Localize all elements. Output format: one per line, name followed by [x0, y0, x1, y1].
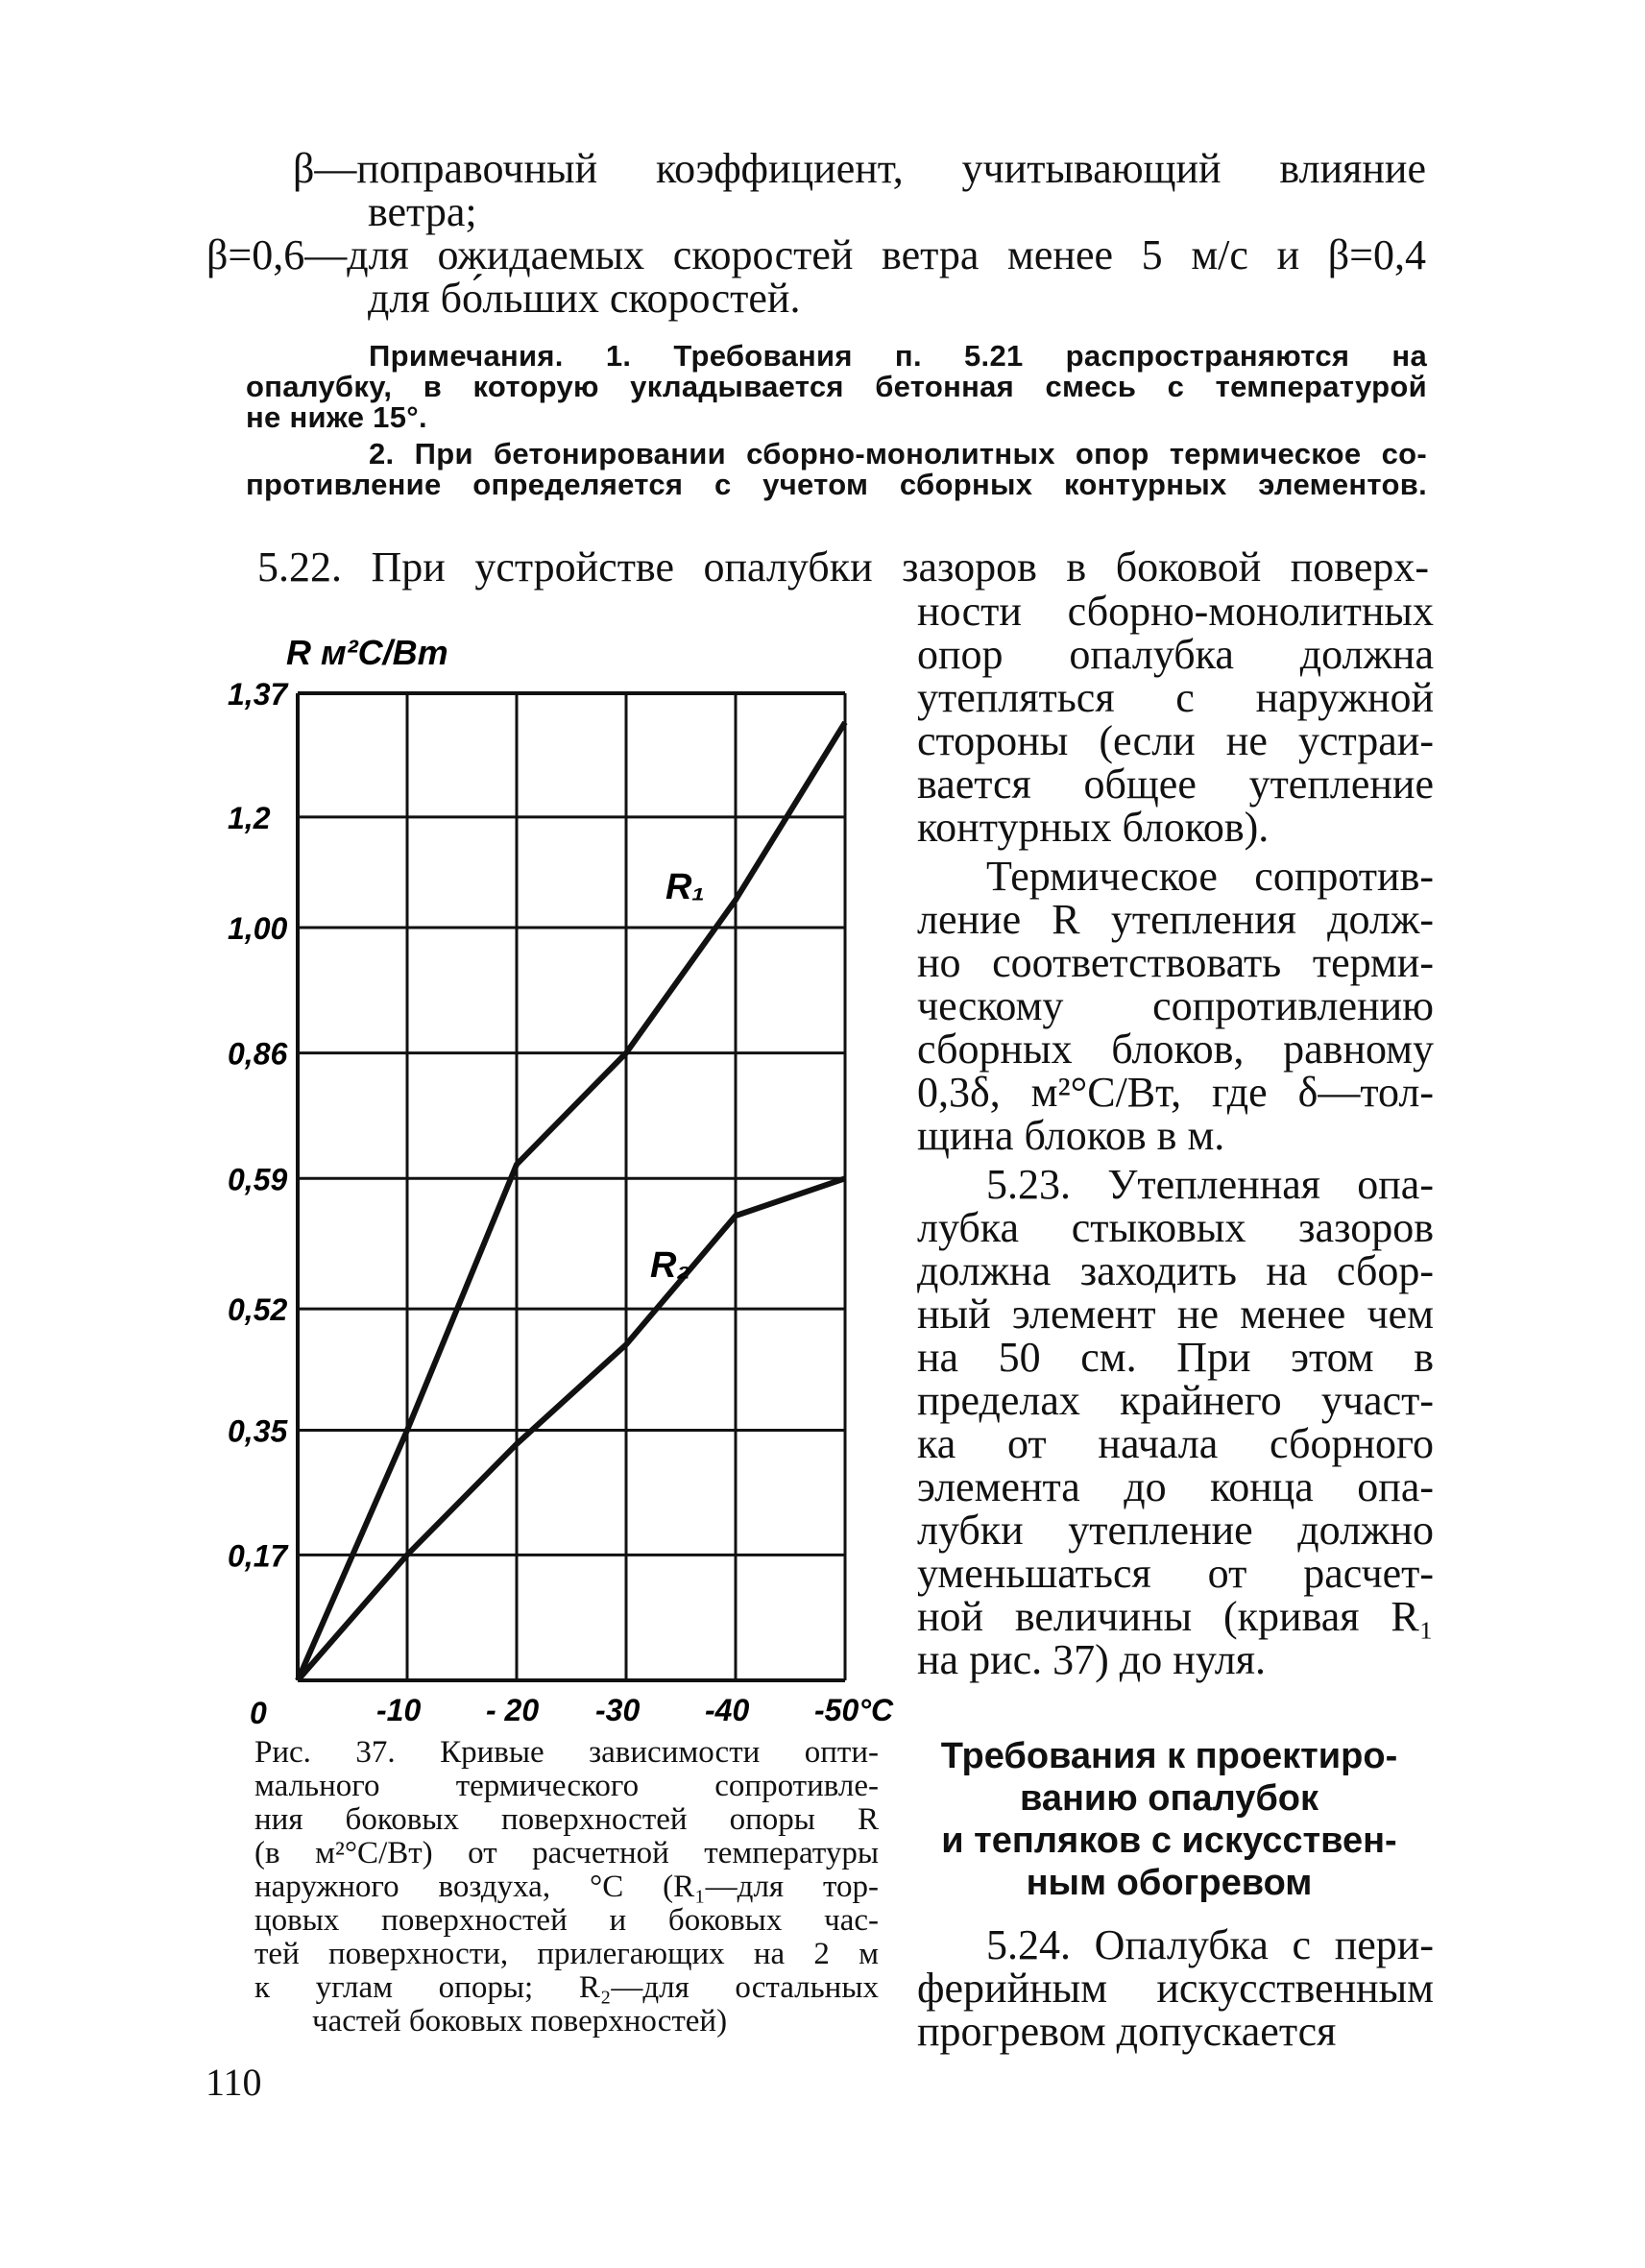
x-tick-label: - 20: [486, 1693, 540, 1727]
y-tick-label: 0,86: [228, 1036, 288, 1072]
page-number: 110: [206, 2061, 262, 2104]
note-2-line-2: противление определяется с учетом сборных контурных элементов.: [246, 468, 1427, 501]
para-5-22-first-line: 5.22. При устройстве опалубки зазоров в боковой поверх-: [257, 543, 1429, 591]
p523-line-4: ный элемент не менее чем: [917, 1291, 1434, 1338]
note-1-line-3: не ниже 15°.: [246, 400, 427, 434]
p522-line-2: опор опалубка должна: [917, 631, 1434, 678]
x-tick-label: -40: [705, 1693, 750, 1727]
chart-grid: [298, 693, 845, 1680]
caption-line-4: (в м²°С/Вт) от расчетной температуры: [254, 1836, 879, 1870]
y-tick-label: 0,17: [228, 1538, 288, 1574]
p524-line-2: ферийным искусственным: [917, 1965, 1434, 2012]
y-axis-label: R м²С/Вт: [286, 633, 448, 672]
series-label-r1: R₁: [665, 867, 705, 907]
ptherm-line-7: щина блоков в м.: [917, 1112, 1225, 1159]
beta-val-line-1: β=0,6—для ожидаемых скоростей ветра менее 5 м/с и β=0,4: [206, 231, 1426, 278]
p523-line-3: должна заходить на сбор-: [917, 1247, 1434, 1294]
para-5-24: [917, 1923, 1434, 2053]
p522-line-3: утепляться с наружной: [917, 674, 1434, 721]
ptherm-line-2: ление R утепления долж-: [917, 896, 1434, 943]
ptherm-line-1: Термическое сопротив-: [986, 853, 1434, 900]
para-thermal-resistance: [917, 855, 1434, 1157]
x-tick-label: -50°С: [814, 1693, 894, 1727]
chart-series: [298, 722, 845, 1680]
p524-line-3: прогревом допускается: [917, 2008, 1337, 2055]
series-line-1: [298, 722, 845, 1680]
ptherm-line-3: но соответствовать терми-: [917, 939, 1434, 986]
p522-line-1: ности сборно-монолитных: [917, 588, 1434, 635]
x-tick-label: -30: [595, 1693, 641, 1727]
p522-line-4: стороны (если не устраи-: [917, 717, 1434, 764]
y-tick-label: 1,37: [228, 677, 288, 712]
p523-line-10: уменьшаться от расчет-: [917, 1550, 1434, 1597]
beta-def-line-1: β—поправочный коэффициент, учитывающий влияние: [293, 145, 1426, 192]
beta-def-line-2: ветра;: [368, 188, 477, 235]
y-tick-label: 0,59: [228, 1162, 288, 1197]
note-2-line-1: 2. При бетонировании сборно-монолитных опор термическое со-: [369, 437, 1427, 470]
caption-line-8: к углам опоры; R₂—для остальных: [254, 1970, 879, 2005]
p523-line-1: 5.23. Утепленная опа-: [986, 1161, 1434, 1208]
caption-line-5: наружного воздуха, °С (R₁—для тор-: [254, 1870, 879, 1904]
p522-line-5: вается общее утепление: [917, 760, 1434, 808]
p524-line-1: 5.24. Опалубка с пери-: [986, 1921, 1434, 1968]
heading-line-4: ным обогревом: [1026, 1863, 1313, 1903]
para-5-23: [917, 1163, 1434, 1681]
note-1-line-1: Примечания. 1. Требования п. 5.21 распространяются на: [369, 339, 1427, 373]
heading-line-3: и тепляков с искусствен-: [941, 1821, 1397, 1861]
p523-line-9: лубки утепление должно: [917, 1507, 1434, 1554]
p523-line-7: ка от начала сборного: [917, 1420, 1434, 1467]
series-label-r2: R₂: [650, 1245, 690, 1286]
beta-val-line-2: для бо́льших скоростей.: [368, 275, 801, 322]
p523-line-8: элемента до конца опа-: [917, 1463, 1434, 1510]
y-tick-label: 1,00: [228, 910, 288, 946]
y-tick-label: 0,52: [228, 1292, 288, 1328]
p523-line-5: на 50 см. При этом в: [917, 1334, 1434, 1381]
p523-line-11: ной величины (кривая R₁: [917, 1593, 1434, 1640]
y-tick-label: 0: [250, 1696, 267, 1730]
p523-line-2: лубка стыковых зазоров: [917, 1204, 1434, 1251]
notes-block: [246, 341, 1427, 500]
caption-line-9: частей боковых поверхностей): [312, 2004, 728, 2039]
figure-37-chart: [206, 624, 898, 1730]
caption-line-2: мального термического сопротивле-: [254, 1769, 879, 1803]
p523-line-6: пределах крайнего участ-: [917, 1377, 1434, 1424]
section-heading: [917, 1735, 1421, 1904]
x-tick-label: -10: [376, 1693, 422, 1727]
caption-line-7: тей поверхности, прилегающих на 2 м: [254, 1937, 879, 1971]
heading-line-1: Требования к проектиро-: [940, 1736, 1398, 1776]
para-5-22-continued: [917, 590, 1434, 849]
ptherm-line-4: ческому сопротивлению: [917, 982, 1434, 1029]
beta-values: [206, 233, 1426, 320]
caption-line-6: цовых поверхностей и боковых час-: [254, 1903, 879, 1938]
p523-line-12: на рис. 37) до нуля.: [917, 1636, 1266, 1683]
right-column: [917, 590, 1434, 2053]
beta-definition: [206, 147, 1426, 233]
caption-line-1: Рис. 37. Кривые зависимости опти-: [254, 1735, 879, 1770]
p522-line-6: контурных блоков).: [917, 804, 1270, 851]
ptherm-line-5: сборных блоков, равному: [917, 1025, 1434, 1073]
y-tick-label: 0,35: [228, 1413, 288, 1449]
y-tick-label: 1,2: [228, 800, 271, 835]
ptherm-line-6: 0,3δ, м²°С/Вт, где δ—тол-: [917, 1069, 1434, 1116]
caption-line-3: ния боковых поверхностей опоры R: [254, 1802, 879, 1837]
chart-ticks: [228, 677, 894, 1730]
heading-line-2: ванию опалубок: [1019, 1778, 1319, 1819]
figure-caption: [254, 1736, 879, 2039]
note-1-line-2: опалубку, в которую укладывается бетонная смесь с температурой: [246, 370, 1427, 403]
